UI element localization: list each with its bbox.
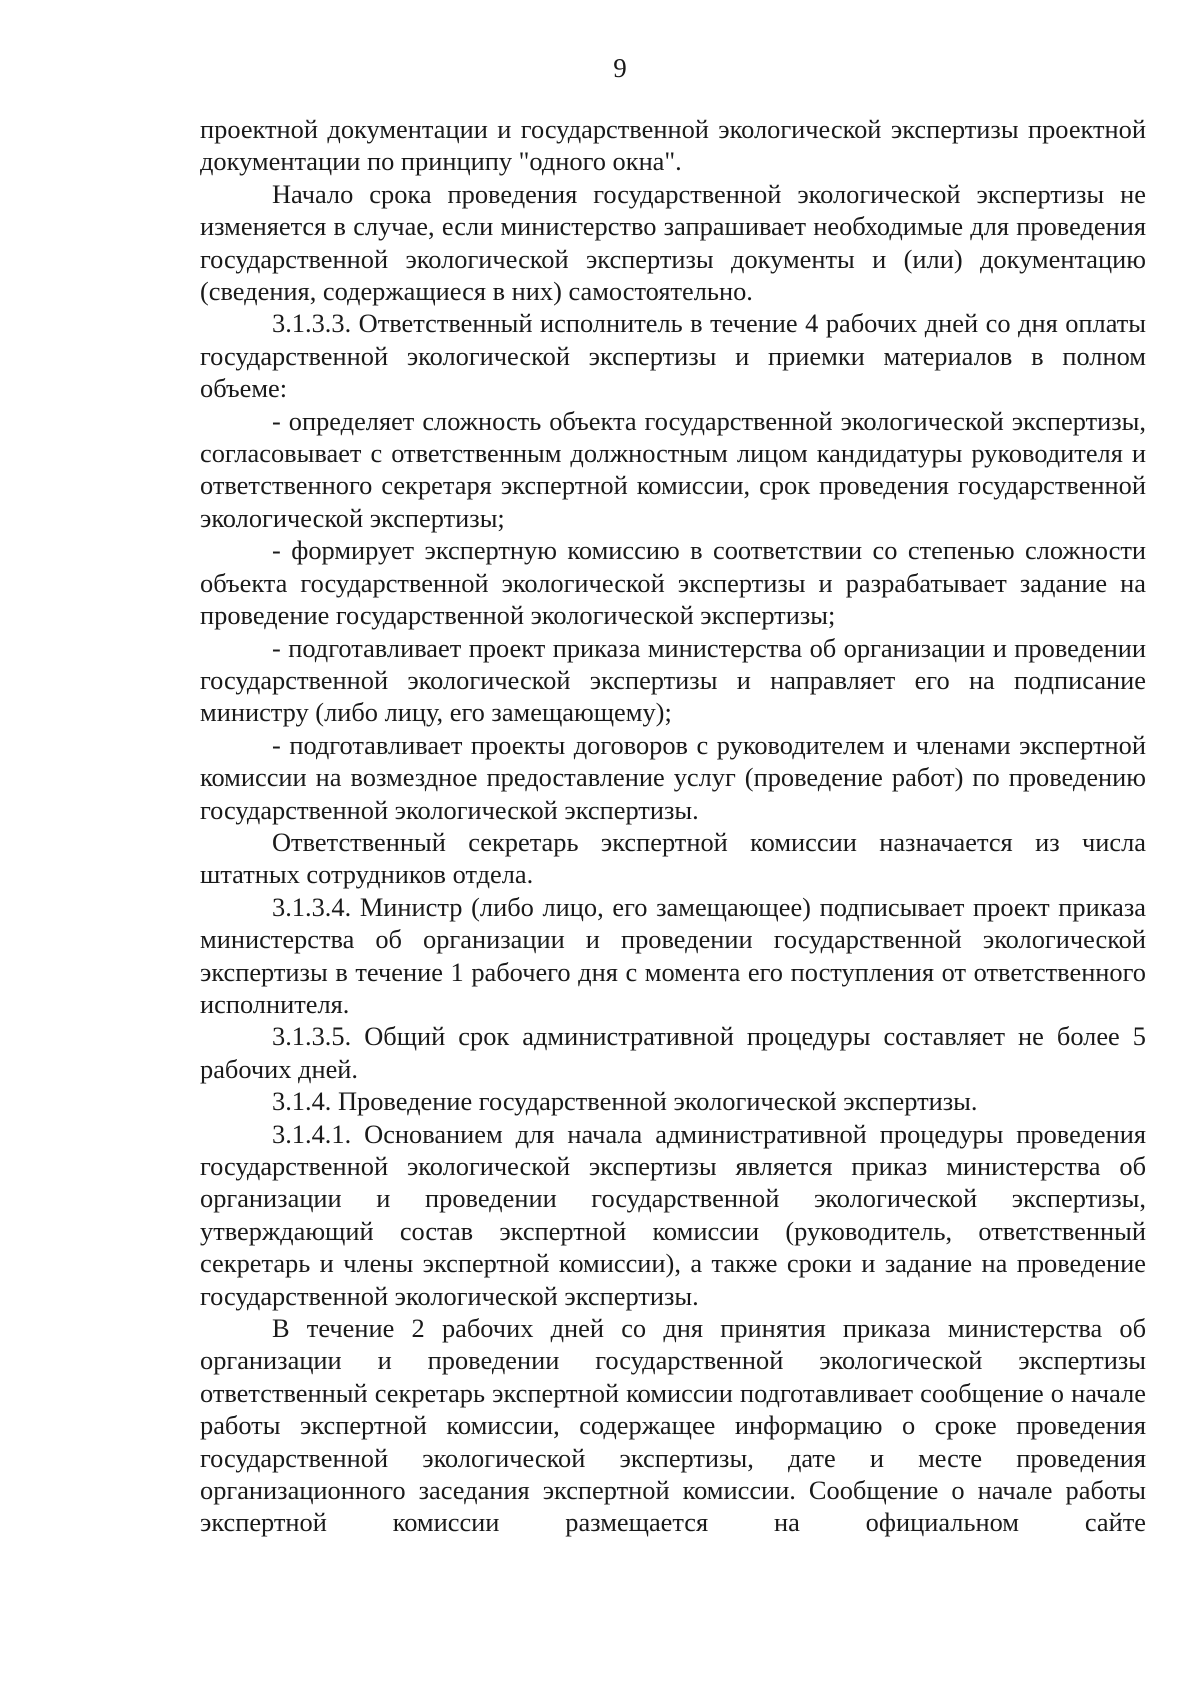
list-item-forms-commission: - формирует экспертную комиссию в соответствии со степенью сложности объекта государственной экологической экспертизы и разрабатывает задание на проведение государственной экологической экспертизы; [200,535,1146,631]
paragraph-deadline-start: Начало срока проведения государственной экологической экспертизы не изменяется в случае, если министерство запрашивает необходимые для проведения государственной экологической экспертизы документы и (или) документацию (сведения, содержащиеся в них) самостоятельно. [200,178,1146,307]
list-item-prepares-contracts: - подготавливает проекты договоров с руководителем и членами экспертной комиссии на возмездное предоставление услуг (проведение работ) по проведению государственной экологической экспертизы. [200,729,1146,825]
paragraph-3-1-4-1: 3.1.4.1. Основанием для начала административной процедуры проведения государственной экологической экспертизы является приказ министерства об организации и проведении государственной экологической экспертизы, утверждающий состав экспертной комиссии (руководитель, ответственный секретарь и члены экспертной комиссии), а также сроки и задание на проведение государственной экологической экспертизы. [200,1118,1146,1311]
page-number: 9 [613,53,627,83]
paragraph-commission-notice: В течение 2 рабочих дней со дня принятия приказа министерства об организации и проведении государственной экологической экспертизы ответственный секретарь экспертной комиссии подготавливает сообщение о начале работы экспертной комиссии, содержащее информацию о сроке проведения государственной экологической экспертизы, дате и месте проведения организационного заседания экспертной комиссии. Сообщение о начале работы экспертной комиссии размещается на официальном сайте [200,1313,1146,1538]
paragraph-continuation: проектной документации и государственной экологической экспертизы проектной документации по принципу "одного окна". [200,114,1146,177]
document-body [200,113,1146,1539]
paragraph-secretary: Ответственный секретарь экспертной комиссии назначается из числа штатных сотрудников отдела. [200,826,1146,890]
paragraph-3-1-3-5: 3.1.3.5. Общий срок административной процедуры составляет не более 5 рабочих дней. [200,1021,1146,1084]
list-item-prepares-order: - подготавливает проект приказа министерства об организации и проведении государственной экологической экспертизы и направляет его на подписание министру (либо лицу, его замещающему); [200,632,1146,728]
paragraph-3-1-3-4: 3.1.3.4. Министр (либо лицо, его замещающее) подписывает проект приказа министерства об организации и проведении государственной экологической экспертизы в течение 1 рабочего дня с момента его поступления от ответственного исполнителя. [200,891,1146,1019]
section-heading-3-1-4: 3.1.4. Проведение государственной экологической экспертизы. [272,1086,978,1117]
list-item-determines-complexity: - определяет сложность объекта государственной экологической экспертизы, согласовывает с ответственным должностным лицом кандидатуры руководителя и ответственного секретаря экспертной комиссии, срок проведения государственной экологической экспертизы; [200,405,1146,533]
paragraph-3-1-3-3: 3.1.3.3. Ответственный исполнитель в течение 4 рабочих дней со дня оплаты государственной экологической экспертизы и приемки материалов в полном объеме: [200,308,1146,404]
